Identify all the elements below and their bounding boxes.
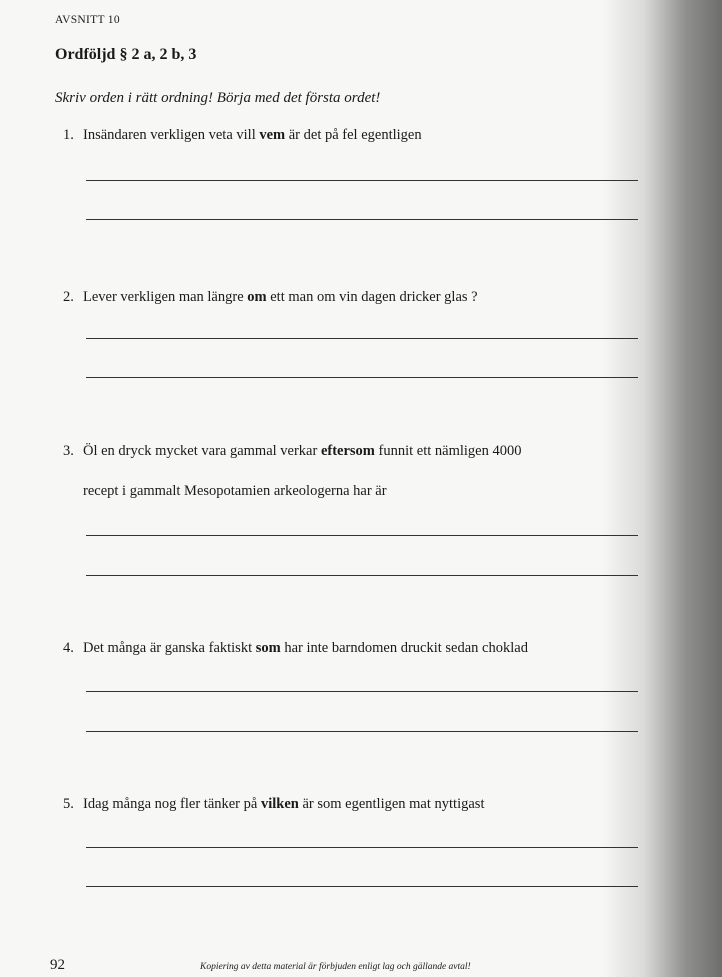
question-number: 5. (63, 796, 74, 812)
answer-line[interactable] (86, 691, 638, 692)
question-number: 2. (63, 289, 74, 305)
question-2 (63, 289, 478, 306)
question-text: är det på fel egentligen (285, 127, 422, 143)
answer-line[interactable] (86, 886, 638, 887)
answer-line[interactable] (86, 377, 638, 378)
question-text: är som egentligen mat nyttigast (298, 796, 485, 812)
answer-line[interactable] (86, 338, 638, 339)
question-4 (63, 640, 528, 657)
question-text: ett man om vin dagen dricker glas ? (266, 289, 478, 305)
question-keyword: som (255, 640, 281, 656)
page-number: 92 (50, 957, 65, 973)
question-text: Idag många nog fler tänker på (83, 796, 261, 812)
answer-line[interactable] (86, 847, 638, 848)
answer-line[interactable] (86, 535, 638, 536)
question-keyword: om (247, 289, 267, 305)
copyright-footer: Kopiering av detta material är förbjuden enligt lag och gällande avtal! (200, 962, 471, 972)
page-edge-shadow (602, 0, 722, 977)
instruction: Skriv orden i rätt ordning! Börja med det första ordet! (55, 90, 381, 106)
exercise-title: Ordföljd § 2 a, 2 b, 3 (55, 46, 197, 63)
answer-line[interactable] (86, 219, 638, 220)
question-number: 3. (63, 443, 74, 459)
question-number: 4. (63, 640, 74, 656)
question-text: Det många är ganska faktiskt (83, 640, 256, 656)
question-text: Insändaren verkligen veta vill (83, 127, 260, 143)
question-keyword: vilken (260, 796, 299, 812)
question-text: Öl en dryck mycket vara gammal verkar (83, 443, 321, 459)
answer-line[interactable] (86, 575, 638, 576)
question-number: 1. (63, 127, 74, 143)
section-heading: AVSNITT 10 (55, 14, 120, 26)
question-3-continuation: recept i gammalt Mesopotamien arkeologerna har är (83, 483, 387, 499)
question-3 (63, 443, 521, 460)
question-text: Lever verkligen man längre (83, 289, 248, 305)
question-text: funnit ett nämligen 4000 (374, 443, 522, 459)
question-5 (63, 796, 484, 813)
question-1 (63, 127, 422, 144)
question-text: har inte barndomen druckit sedan choklad (280, 640, 528, 656)
question-keyword: vem (259, 127, 286, 143)
question-keyword: eftersom (320, 443, 375, 459)
answer-line[interactable] (86, 180, 638, 181)
answer-line[interactable] (86, 731, 638, 732)
